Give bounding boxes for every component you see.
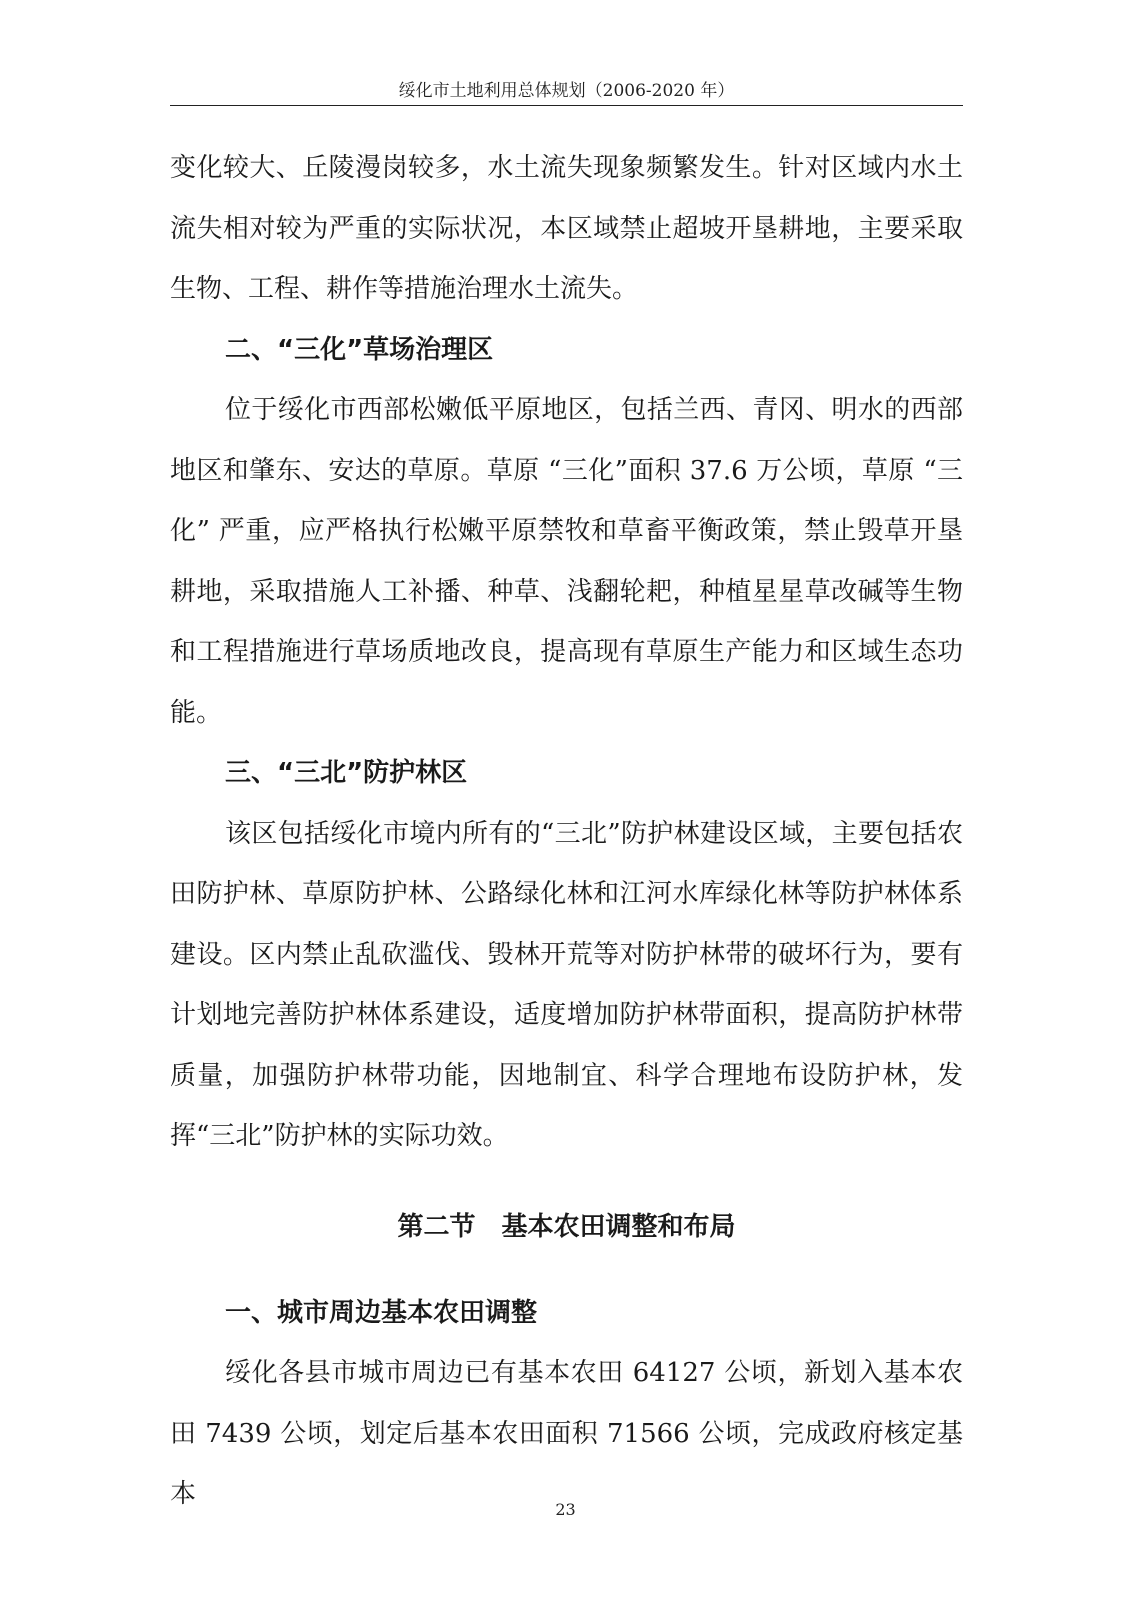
heading-shelterbelt-zone: 三、“三北”防护林区 [225, 758, 468, 788]
page-number: 23 [555, 1500, 576, 1519]
paragraph-grassland: 位于绥化市西部松嫩低平原地区，包括兰西、青冈、明水的西部地区和肇东、安达的草原。草原 “三化”面积 37.6 万公顷，草原 “三化” 严重，应严格执行松嫩平原禁牧和草畜平衡政策，禁止毁草开垦耕地，采取措施人工补播、种草、浅翻轮耙，种植星星草改碱等生物和工程措施进行草场质地改良，提高现有草原生产能力和区域生态功能。 [170, 395, 963, 728]
page-content [170, 138, 963, 1525]
paragraph-urban-farmland: 绥化各县市城市周边已有基本农田 64127 公顷，新划入基本农田 7439 公顷，划定后基本农田面积 71566 公顷，完成政府核定基本 [170, 1358, 963, 1509]
section-title: 第二节 基本农田调整和布局 [397, 1211, 736, 1242]
heading-urban-farmland: 一、城市周边基本农田调整 [225, 1297, 538, 1328]
header-rule [170, 105, 963, 106]
paragraph-continuation: 变化较大、丘陵漫岗较多，水土流失现象频繁发生。针对区域内水土流失相对较为严重的实际状况，本区域禁止超坡开垦耕地，主要采取生物、工程、耕作等措施治理水土流失。 [170, 153, 963, 304]
running-header: 绥化市土地利用总体规划（2006-2020 年） [398, 81, 735, 101]
heading-grassland-zone: 二、“三化”草场治理区 [225, 334, 494, 365]
paragraph-shelterbelt: 该区包括绥化市境内所有的“三北”防护林建设区域，主要包括农田防护林、草原防护林、公路绿化林和江河水库绿化林等防护林体系建设。区内禁止乱砍滥伐、毁林开荒等对防护林带的破坏行为，要有计划地完善防护林体系建设，适度增加防护林带面积，提高防护林带质量，加强防护林带功能，因地制宜、科学合理地布设防护林，发挥“三北”防护林的实际功效。 [170, 818, 963, 1151]
